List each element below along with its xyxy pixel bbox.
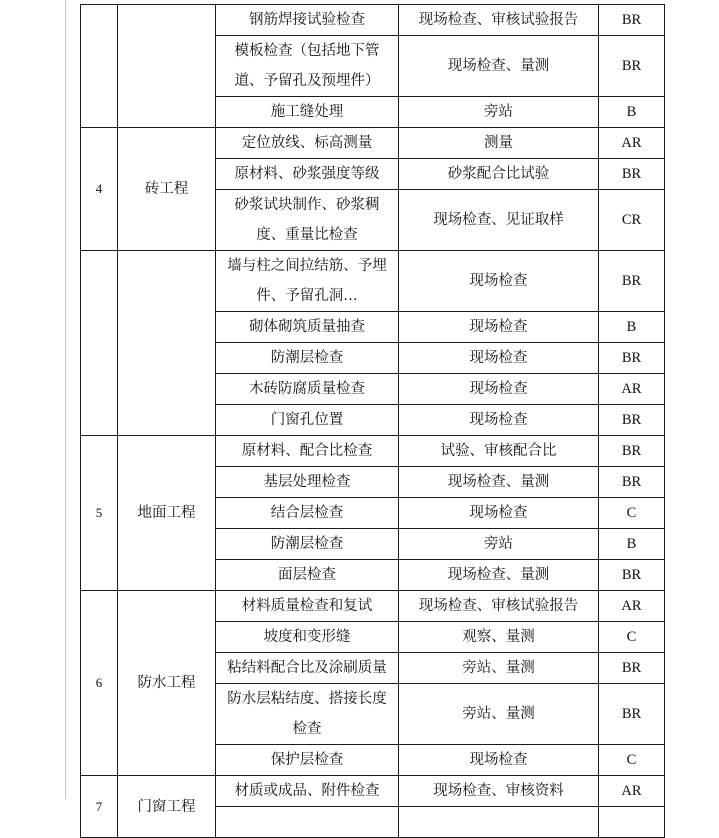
inspection-method-cell: 现场检查、审核试验报告 [399, 5, 599, 36]
control-level-cell: BR [599, 251, 665, 312]
control-level-cell: BR [599, 5, 665, 36]
inspection-method-cell: 砂浆配合比试验 [399, 159, 599, 190]
table-row [81, 128, 665, 159]
inspection-method-cell: 现场检查 [399, 312, 599, 343]
inspection-method-cell: 现场检查 [399, 251, 599, 312]
item-number-cell [81, 5, 118, 128]
inspection-item-cell: 基层处理检查 [216, 467, 399, 498]
item-number-cell: 6 [81, 591, 118, 776]
page-margin-line [65, 0, 66, 799]
control-level-cell: AR [599, 591, 665, 622]
control-level-cell: BR [599, 467, 665, 498]
inspection-item-cell: 防潮层检查 [216, 529, 399, 560]
control-level-cell: C [599, 622, 665, 653]
control-level-cell: C [599, 745, 665, 776]
item-number-cell: 4 [81, 128, 118, 251]
control-level-cell: BR [599, 560, 665, 591]
control-level-cell: B [599, 529, 665, 560]
inspection-method-cell: 旁站 [399, 529, 599, 560]
inspection-item-cell: 施工缝处理 [216, 97, 399, 128]
inspection-method-cell: 测量 [399, 128, 599, 159]
inspection-item-cell: 粘结料配合比及涂刷质量 [216, 653, 399, 684]
project-name-cell: 防水工程 [118, 591, 216, 776]
inspection-item-cell: 保护层检查 [216, 745, 399, 776]
inspection-method-cell: 旁站、量测 [399, 684, 599, 745]
inspection-item-cell: 砂浆试块制作、砂浆稠度、重量比检查 [216, 190, 399, 251]
control-level-cell: AR [599, 374, 665, 405]
inspection-item-cell: 钢筋焊接试验检查 [216, 5, 399, 36]
control-level-cell [599, 807, 665, 838]
inspection-method-cell: 现场检查 [399, 343, 599, 374]
inspection-item-cell [216, 807, 399, 838]
inspection-item-cell: 防水层粘结度、搭接长度检查 [216, 684, 399, 745]
inspection-item-cell: 材料质量检查和复试 [216, 591, 399, 622]
inspection-item-cell: 定位放线、标高测量 [216, 128, 399, 159]
control-level-cell: C [599, 498, 665, 529]
control-level-cell: BR [599, 653, 665, 684]
item-number-cell: 7 [81, 776, 118, 838]
inspection-method-cell: 观察、量测 [399, 622, 599, 653]
table-row [81, 251, 665, 312]
inspection-item-cell: 面层检查 [216, 560, 399, 591]
project-name-cell: 地面工程 [118, 436, 216, 591]
control-level-cell: BR [599, 36, 665, 97]
item-number-cell: 5 [81, 436, 118, 591]
inspection-method-cell: 现场检查 [399, 405, 599, 436]
control-level-cell: BR [599, 405, 665, 436]
project-name-cell [118, 251, 216, 436]
inspection-method-cell: 现场检查、量测 [399, 467, 599, 498]
inspection-item-cell: 墙与柱之间拉结筋、予埋件、予留孔洞… [216, 251, 399, 312]
inspection-method-cell: 现场检查、量测 [399, 560, 599, 591]
inspection-method-cell: 现场检查、量测 [399, 36, 599, 97]
inspection-method-cell: 旁站、量测 [399, 653, 599, 684]
control-level-cell: BR [599, 343, 665, 374]
inspection-method-cell: 现场检查 [399, 745, 599, 776]
control-level-cell: AR [599, 128, 665, 159]
table-row [81, 436, 665, 467]
inspection-item-cell: 原材料、砂浆强度等级 [216, 159, 399, 190]
inspection-method-cell: 现场检查 [399, 374, 599, 405]
inspection-method-cell: 现场检查、见证取样 [399, 190, 599, 251]
inspection-method-cell: 现场检查、审核资料 [399, 776, 599, 807]
control-level-cell: AR [599, 776, 665, 807]
control-level-cell: BR [599, 436, 665, 467]
inspection-table [80, 4, 665, 838]
inspection-item-cell: 木砖防腐质量检查 [216, 374, 399, 405]
inspection-item-cell: 材质或成品、附件检查 [216, 776, 399, 807]
control-level-cell: B [599, 312, 665, 343]
table-row [81, 591, 665, 622]
inspection-item-cell: 结合层检查 [216, 498, 399, 529]
inspection-method-cell: 现场检查 [399, 498, 599, 529]
control-level-cell: B [599, 97, 665, 128]
inspection-item-cell: 原材料、配合比检查 [216, 436, 399, 467]
control-level-cell: BR [599, 159, 665, 190]
project-name-cell: 门窗工程 [118, 776, 216, 838]
inspection-item-cell: 防潮层检查 [216, 343, 399, 374]
inspection-item-cell: 模板检查（包括地下管道、予留孔及预埋件） [216, 36, 399, 97]
control-level-cell: CR [599, 190, 665, 251]
inspection-table-container [80, 4, 665, 838]
control-level-cell: BR [599, 684, 665, 745]
inspection-method-cell [399, 807, 599, 838]
inspection-method-cell: 旁站 [399, 97, 599, 128]
inspection-method-cell: 现场检查、审核试验报告 [399, 591, 599, 622]
project-name-cell: 砖工程 [118, 128, 216, 251]
inspection-item-cell: 砌体砌筑质量抽查 [216, 312, 399, 343]
inspection-item-cell: 坡度和变形缝 [216, 622, 399, 653]
table-row [81, 776, 665, 807]
item-number-cell [81, 251, 118, 436]
table-row [81, 5, 665, 36]
project-name-cell [118, 5, 216, 128]
inspection-method-cell: 试验、审核配合比 [399, 436, 599, 467]
inspection-item-cell: 门窗孔位置 [216, 405, 399, 436]
